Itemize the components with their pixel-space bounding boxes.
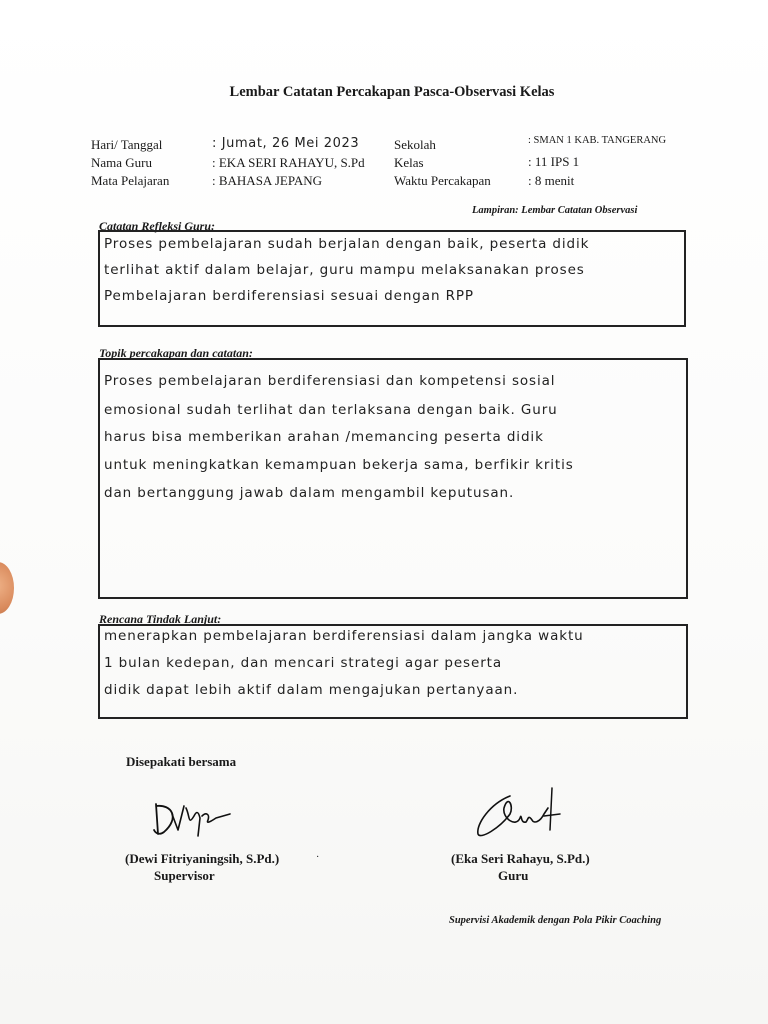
topik-line: Proses pembelajaran berdiferensiasi dan kompetensi sosial xyxy=(104,373,556,389)
waktu-value: : 8 menit xyxy=(528,173,575,188)
topik-line: emosional sudah terlihat dan terlaksana dengan baik. Guru xyxy=(104,402,558,418)
page-title: Lembar Catatan Percakapan Pasca-Observasi Kelas xyxy=(229,84,555,100)
topik-line: dan bertanggung jawab dalam mengambil keputusan. xyxy=(104,485,515,501)
refleksi-line: terlihat aktif dalam belajar, guru mampu melaksanakan proses xyxy=(104,262,585,278)
lampiran-note: Lampiran: Lembar Catatan Observasi xyxy=(472,205,638,216)
supervisor-name: (Dewi Fitriyaningsih, S.Pd.) xyxy=(125,851,280,866)
waktu-label: Waktu Percakapan xyxy=(394,173,491,188)
mapel-value: : BAHASA JEPANG xyxy=(212,173,323,188)
rencana-line: didik dapat lebih aktif dalam mengajukan pertanyaan. xyxy=(104,682,519,698)
agreement-label: Disepakati bersama xyxy=(126,754,237,769)
hari-value: : Jumat, 26 Mei 2023 xyxy=(212,136,360,151)
guru-value: : EKA SERI RAHAYU, S.Pd xyxy=(212,155,365,170)
sekolah-value: : SMAN 1 KAB. TANGERANG xyxy=(528,135,667,146)
refleksi-line: Pembelajaran berdiferensiasi sesuai dengan RPP xyxy=(104,288,474,304)
sekolah-label: Sekolah xyxy=(394,137,436,152)
rencana-line: 1 bulan kedepan, dan mencari strategi agar peserta xyxy=(104,655,503,671)
dot-mark: · xyxy=(316,852,320,863)
refleksi-label: Catatan Refleksi Guru: xyxy=(99,219,216,233)
rencana-label: Rencana Tindak Lanjut: xyxy=(99,612,222,626)
topik-line: untuk meningkatkan kemampuan bekerja sama, berfikir kritis xyxy=(104,457,574,473)
topik-label: Topik percakapan dan catatan: xyxy=(99,346,253,360)
guru-label: Nama Guru xyxy=(91,155,153,170)
rencana-line: menerapkan pembelajaran berdiferensiasi dalam jangka waktu xyxy=(104,628,584,644)
topik-box xyxy=(98,358,688,599)
hari-label: Hari/ Tanggal xyxy=(91,137,163,152)
refleksi-line: Proses pembelajaran sudah berjalan dengan baik, peserta didik xyxy=(104,236,590,252)
footer-note: Supervisi Akademik dengan Pola Pikir Coaching xyxy=(449,915,662,926)
supervisor-role: Supervisor xyxy=(154,868,215,883)
kelas-value: : 11 IPS 1 xyxy=(528,154,580,169)
guru-role: Guru xyxy=(498,868,529,883)
supervisor-signature xyxy=(150,796,235,841)
guru-name: (Eka Seri Rahayu, S.Pd.) xyxy=(451,851,590,866)
guru-signature xyxy=(470,784,565,844)
mapel-label: Mata Pelajaran xyxy=(91,173,170,188)
topik-line: harus bisa memberikan arahan /memancing peserta didik xyxy=(104,429,544,445)
kelas-label: Kelas xyxy=(394,155,424,170)
